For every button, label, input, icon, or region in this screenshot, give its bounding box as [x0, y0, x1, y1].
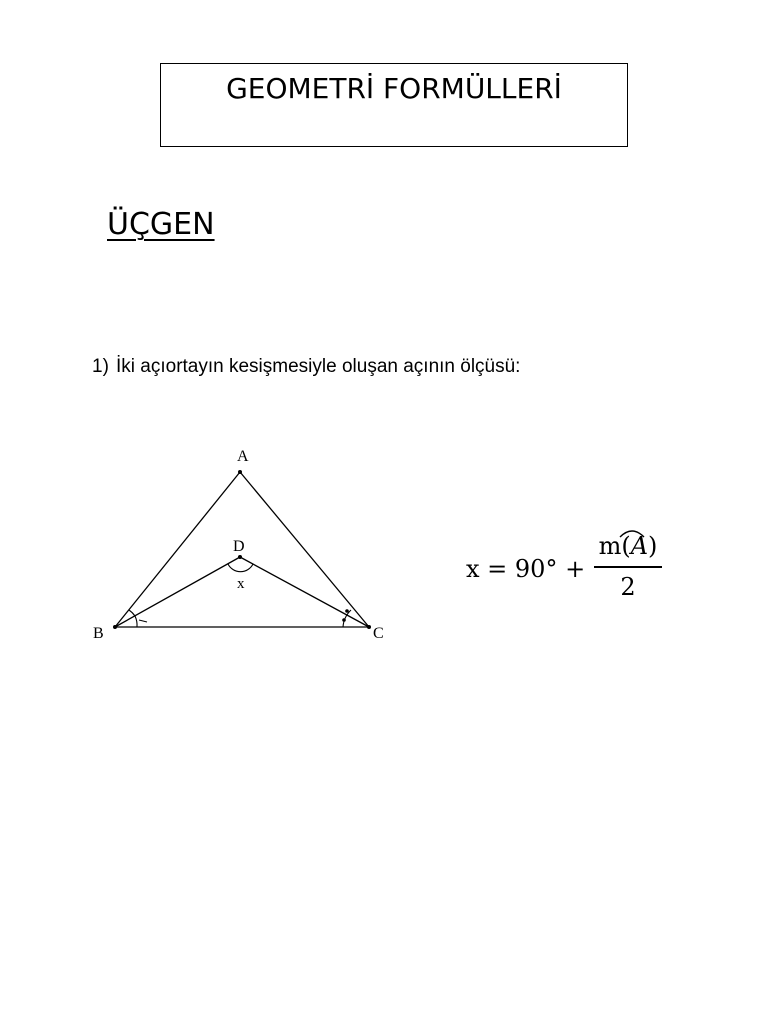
numerator-suffix: ) [648, 532, 658, 560]
angle-tick-b [139, 620, 147, 622]
title-box [160, 63, 628, 147]
label-d: D [233, 538, 245, 555]
label-a: A [237, 448, 249, 465]
angle-dot-c-lower [342, 618, 346, 622]
side-ac [240, 472, 369, 627]
side-ab [115, 472, 240, 627]
label-x: x [237, 576, 245, 592]
numerator-prefix: m( [598, 532, 631, 560]
formula-lhs: x = 90° + [466, 555, 586, 583]
fraction-bar [594, 566, 662, 568]
arc-hat-icon [619, 528, 645, 538]
triangle-figure [85, 430, 435, 650]
page-title: GEOMETRİ FORMÜLLERİ [226, 72, 562, 105]
bisector-cd [240, 557, 369, 627]
angle-dot-c-upper [345, 609, 349, 613]
angle-arc-d [228, 564, 253, 572]
angle-arc-b-upper [135, 616, 137, 627]
formula-numerator [594, 530, 662, 562]
item-number: 1) [92, 356, 109, 377]
label-b: B [93, 625, 104, 642]
formula-fraction [594, 530, 662, 602]
vertex-b [113, 625, 117, 629]
vertex-a [238, 470, 242, 474]
vertex-c [367, 625, 371, 629]
triangle-diagram [85, 430, 435, 650]
angle-arc-b-lower [129, 610, 135, 616]
angle-formula [466, 530, 676, 604]
bisector-bd [115, 557, 240, 627]
section-heading: ÜÇGEN [107, 207, 215, 242]
item-text: İki açıortayın kesişmesiyle oluşan açının ölçüsü: [116, 356, 521, 377]
list-item [92, 356, 520, 378]
numerator-letter: A [630, 532, 649, 560]
label-c: C [373, 625, 384, 642]
vertex-d [238, 555, 242, 559]
formula-denominator: 2 [620, 572, 636, 601]
